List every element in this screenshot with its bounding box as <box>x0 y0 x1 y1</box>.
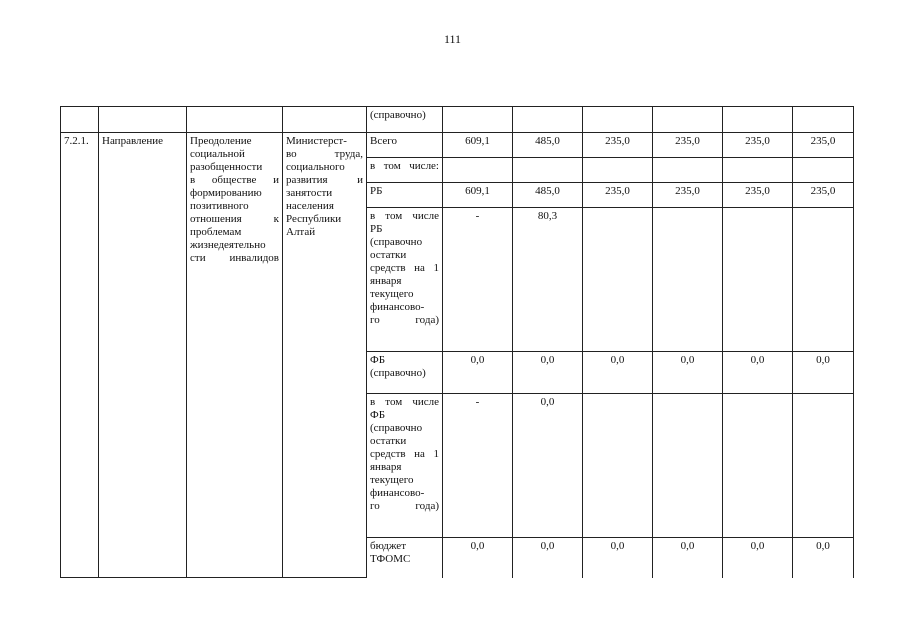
text-line: го года) <box>370 500 439 512</box>
text-line: в том числе <box>370 396 439 408</box>
value-cell: 235,0 <box>583 183 653 208</box>
value-cell: 0,0 <box>793 352 854 394</box>
text-line: Преодоление <box>190 135 252 147</box>
table-row <box>61 107 854 133</box>
value-cell: 235,0 <box>793 133 854 158</box>
value-cell: 0,0 <box>513 352 583 394</box>
source-label-cell <box>367 158 443 183</box>
source-label-cell <box>367 538 443 578</box>
text-line: Всего <box>370 135 397 147</box>
value-cell: 609,1 <box>443 133 513 158</box>
table-cell <box>723 107 793 133</box>
table-cell <box>513 107 583 133</box>
value-cell: 609,1 <box>443 183 513 208</box>
value-cell: 0,0 <box>513 538 583 578</box>
text-line: РБ <box>370 223 383 235</box>
page-number: 111 <box>443 32 462 46</box>
text-line: сти инвалидов <box>190 252 279 264</box>
source-label-cell <box>367 208 443 352</box>
text-line: во труда, <box>286 148 363 160</box>
text-line: разобщенности <box>190 161 263 173</box>
text-line: января <box>370 461 402 473</box>
text-line: (справочно) <box>370 367 426 379</box>
text-line: проблемам <box>190 226 242 238</box>
program-type-cell: Направление <box>99 133 187 578</box>
text-line: остатки <box>370 249 407 261</box>
text-line: текущего <box>370 288 414 300</box>
value-cell: 0,0 <box>513 394 583 538</box>
text-line: средств на 1 <box>370 448 439 460</box>
value-cell <box>443 158 513 183</box>
text-line: формированию <box>190 187 262 199</box>
value-cell: 235,0 <box>793 183 854 208</box>
table-row <box>61 133 854 158</box>
value-cell <box>793 158 854 183</box>
text-line: в том числе: <box>370 160 439 172</box>
value-cell <box>583 158 653 183</box>
table-cell <box>99 107 187 133</box>
value-cell <box>583 208 653 352</box>
text-line: Министерст- <box>286 135 347 147</box>
text-line: занятости <box>286 187 333 199</box>
value-cell <box>793 208 854 352</box>
text-line: позитивного <box>190 200 249 212</box>
value-cell <box>653 208 723 352</box>
source-label-cell <box>367 394 443 538</box>
budget-table <box>60 106 854 578</box>
text-line: (справочно <box>370 422 423 434</box>
value-cell: 0,0 <box>443 352 513 394</box>
program-name-cell <box>187 133 283 578</box>
value-cell <box>723 208 793 352</box>
value-cell: 0,0 <box>793 538 854 578</box>
value-cell: 235,0 <box>723 183 793 208</box>
text-line: финансово- <box>370 301 425 313</box>
text-line: жизнедеятельно <box>190 239 266 251</box>
value-cell: 0,0 <box>583 352 653 394</box>
text-line: социальной <box>190 148 245 160</box>
program-code-cell: 7.2.1. <box>61 133 99 578</box>
table-cell <box>653 107 723 133</box>
value-cell: 80,3 <box>513 208 583 352</box>
text-line: социального <box>286 161 345 173</box>
table-cell <box>283 107 367 133</box>
text-line: Алтай <box>286 226 316 238</box>
value-cell: 485,0 <box>513 133 583 158</box>
value-cell: 235,0 <box>653 133 723 158</box>
value-cell: 485,0 <box>513 183 583 208</box>
text-line: остатки <box>370 435 407 447</box>
text-line: развития и <box>286 174 363 186</box>
text-line: отношения к <box>190 213 279 225</box>
value-cell <box>513 158 583 183</box>
executor-cell <box>283 133 367 578</box>
value-cell: 0,0 <box>653 352 723 394</box>
table-cell <box>187 107 283 133</box>
value-cell <box>653 158 723 183</box>
text-line: РБ <box>370 185 383 197</box>
text-line: ФБ <box>370 354 386 366</box>
value-cell <box>793 394 854 538</box>
text-line: бюджет <box>370 540 406 552</box>
text-line: января <box>370 275 402 287</box>
value-cell <box>723 158 793 183</box>
text-line: финансово- <box>370 487 425 499</box>
value-cell: 235,0 <box>583 133 653 158</box>
value-cell: 0,0 <box>653 538 723 578</box>
value-cell: 0,0 <box>723 538 793 578</box>
text-line: го года) <box>370 314 439 326</box>
value-cell: 0,0 <box>583 538 653 578</box>
value-cell <box>583 394 653 538</box>
text-line: (справочно <box>370 236 423 248</box>
value-cell <box>653 394 723 538</box>
source-label-cell <box>367 352 443 394</box>
value-cell: 235,0 <box>723 133 793 158</box>
value-cell: 0,0 <box>723 352 793 394</box>
table-cell <box>443 107 513 133</box>
text-line: Республики <box>286 213 342 225</box>
source-label-cell <box>367 133 443 158</box>
text-line: в том числе <box>370 210 439 222</box>
text-line: ФБ <box>370 409 386 421</box>
text-line: в обществе и <box>190 174 279 186</box>
value-cell: - <box>443 208 513 352</box>
text-line: ТФОМС <box>370 553 411 565</box>
value-cell: 0,0 <box>443 538 513 578</box>
text-line: средств на 1 <box>370 262 439 274</box>
text-line: населения <box>286 200 334 212</box>
text-line: текущего <box>370 474 414 486</box>
table-cell <box>793 107 854 133</box>
table-cell <box>61 107 99 133</box>
source-label-cell: (справочно) <box>367 107 443 133</box>
value-cell <box>723 394 793 538</box>
table-cell <box>583 107 653 133</box>
source-label-cell <box>367 183 443 208</box>
value-cell: - <box>443 394 513 538</box>
value-cell: 235,0 <box>653 183 723 208</box>
